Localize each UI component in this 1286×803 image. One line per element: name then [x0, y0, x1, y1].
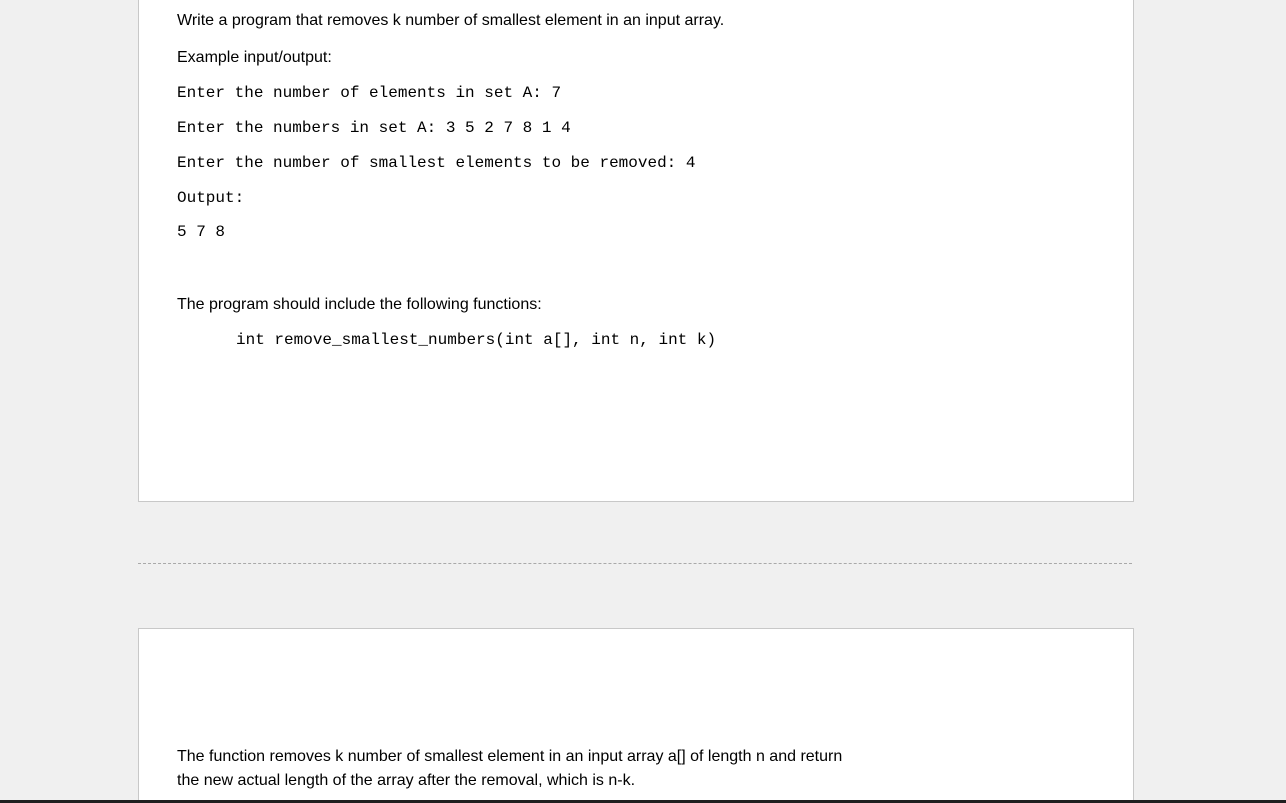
task-statement: Write a program that removes k number of smallest element in an input array. — [177, 12, 725, 29]
function-signature: int remove_smallest_numbers(int a[], int n, int k) — [236, 331, 717, 349]
page-break-divider — [138, 563, 1132, 564]
io-line-output-values: 5 7 8 — [177, 223, 226, 241]
function-description-line-2: the new actual length of the array after the removal, which is n-k. — [177, 772, 636, 789]
io-line-numbers: Enter the numbers in set A: 3 5 2 7 8 1 4 — [177, 119, 571, 137]
functions-heading: The program should include the following functions: — [177, 296, 542, 313]
example-heading: Example input/output: — [177, 49, 332, 66]
io-line-k: Enter the number of smallest elements to be removed: 4 — [177, 154, 696, 172]
document-page-1 — [138, 0, 1134, 502]
io-line-elements-count: Enter the number of elements in set A: 7 — [177, 84, 562, 102]
function-description-line-1: The function removes k number of smallest element in an input array a[] of length n and return — [177, 748, 843, 765]
io-line-output-label: Output: — [177, 189, 245, 207]
